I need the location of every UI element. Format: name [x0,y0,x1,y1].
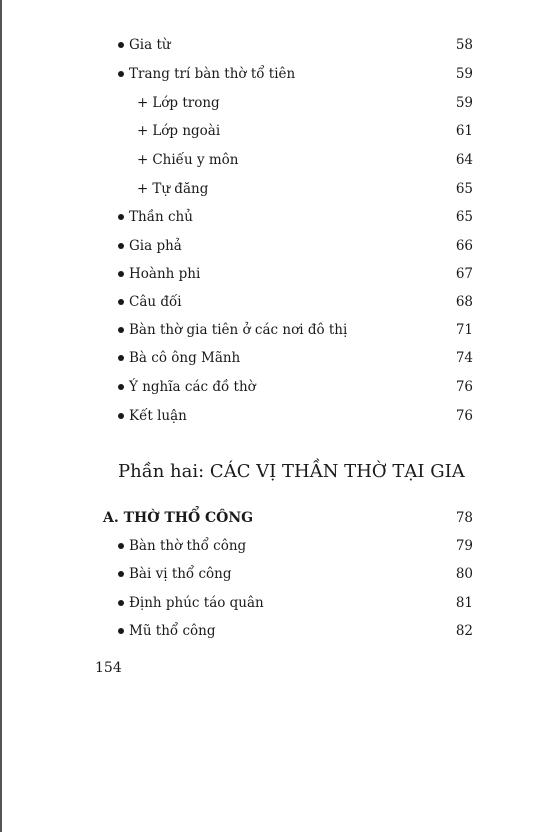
toc-entry-label: Trang trí bàn thờ tổ tiên [129,66,296,82]
bullet-icon [118,214,124,220]
toc-entry-page: 82 [455,623,473,639]
plus-marker-icon: + [137,123,149,139]
plus-marker-icon: + [137,95,149,111]
toc-entry-label: Lớp trong [152,95,220,111]
toc-entry-label: Lớp ngoài [152,123,221,139]
toc-entry-page: 59 [455,66,473,82]
toc-entry-label: Bàn thờ gia tiên ở các nơi đô thị [129,322,348,338]
toc-entry-bai-vi-tho-cong [118,564,473,584]
toc-entry-label: Chiếu y môn [152,152,239,168]
bullet-icon [118,299,124,305]
toc-section-tho-tho-cong [103,508,473,528]
bullet-icon [118,384,124,390]
part-heading: Phần hai: CÁC VỊ THẦN THỜ TẠI GIA [118,461,465,482]
toc-entry-page: 66 [455,238,473,254]
toc-section-label: A. THỜ THỔ CÔNG [103,510,254,526]
toc-entry-cau-doi [118,292,473,312]
toc-entry-page: 61 [455,123,473,139]
toc-subentry-lop-ngoai [137,121,473,141]
toc-entry-label: Gia phả [129,238,182,254]
toc-entry-hoanh-phi [118,264,473,284]
toc-subentry-chieu-y-mon [137,150,473,170]
toc-entry-page: 79 [455,538,473,554]
toc-entry-page: 81 [455,595,473,611]
bullet-icon [118,71,124,77]
toc-entry-page: 74 [455,350,473,366]
toc-entry-trang-tri [118,64,473,84]
toc-subentry-tu-dang [137,179,473,199]
toc-entry-page: 64 [455,152,473,168]
toc-entry-ban-tho-do-thi [118,320,473,340]
toc-entry-label: Bàn thờ thổ công [129,538,247,554]
toc-entry-page: 76 [455,379,473,395]
toc-entry-label: Thần chủ [129,209,193,225]
toc-entry-label: Định phúc táo quân [129,595,264,611]
toc-entry-gia-tu [118,35,473,55]
bullet-icon [118,600,124,606]
toc-entry-ban-tho-tho-cong [118,536,473,556]
toc-entry-page: 67 [455,266,473,282]
page-number: 154 [95,660,122,676]
toc-entry-page: 59 [455,95,473,111]
bullet-icon [118,543,124,549]
toc-entry-page: 76 [455,408,473,424]
page-edge-line [0,0,2,832]
bullet-icon [118,571,124,577]
toc-entry-label: Câu đối [129,294,182,310]
toc-entry-label: Bà cô ông Mãnh [129,350,241,366]
toc-entry-dinh-phuc-tao-quan [118,593,473,613]
toc-entry-ba-co-ong-manh [118,348,473,368]
toc-entry-label: Hoành phi [129,266,201,282]
toc-entry-label: Mũ thổ công [129,623,216,639]
bullet-icon [118,628,124,634]
bullet-icon [118,413,124,419]
toc-entry-than-chu [118,207,473,227]
toc-entry-page: 71 [455,322,473,338]
toc-entry-mu-tho-cong [118,621,473,641]
toc-entry-label: Bài vị thổ công [129,566,232,582]
toc-entry-ket-luan [118,406,473,426]
toc-entry-page: 65 [455,209,473,225]
toc-entry-y-nghia [118,377,473,397]
bullet-icon [118,355,124,361]
bullet-icon [118,327,124,333]
toc-section-page: 78 [455,510,473,526]
bullet-icon [118,271,124,277]
toc-entry-label: Kết luận [129,408,187,424]
toc-entry-label: Tự đăng [152,181,209,197]
plus-marker-icon: + [137,152,149,168]
toc-entry-page: 58 [455,37,473,53]
bullet-icon [118,42,124,48]
toc-subentry-lop-trong [137,93,473,113]
toc-entry-page: 68 [455,294,473,310]
toc-entry-page: 65 [455,181,473,197]
toc-entry-label: Gia từ [129,37,171,53]
plus-marker-icon: + [137,181,149,197]
bullet-icon [118,243,124,249]
toc-entry-label: Ý nghĩa các đồ thờ [129,379,256,395]
toc-entry-gia-pha [118,236,473,256]
toc-entry-page: 80 [455,566,473,582]
